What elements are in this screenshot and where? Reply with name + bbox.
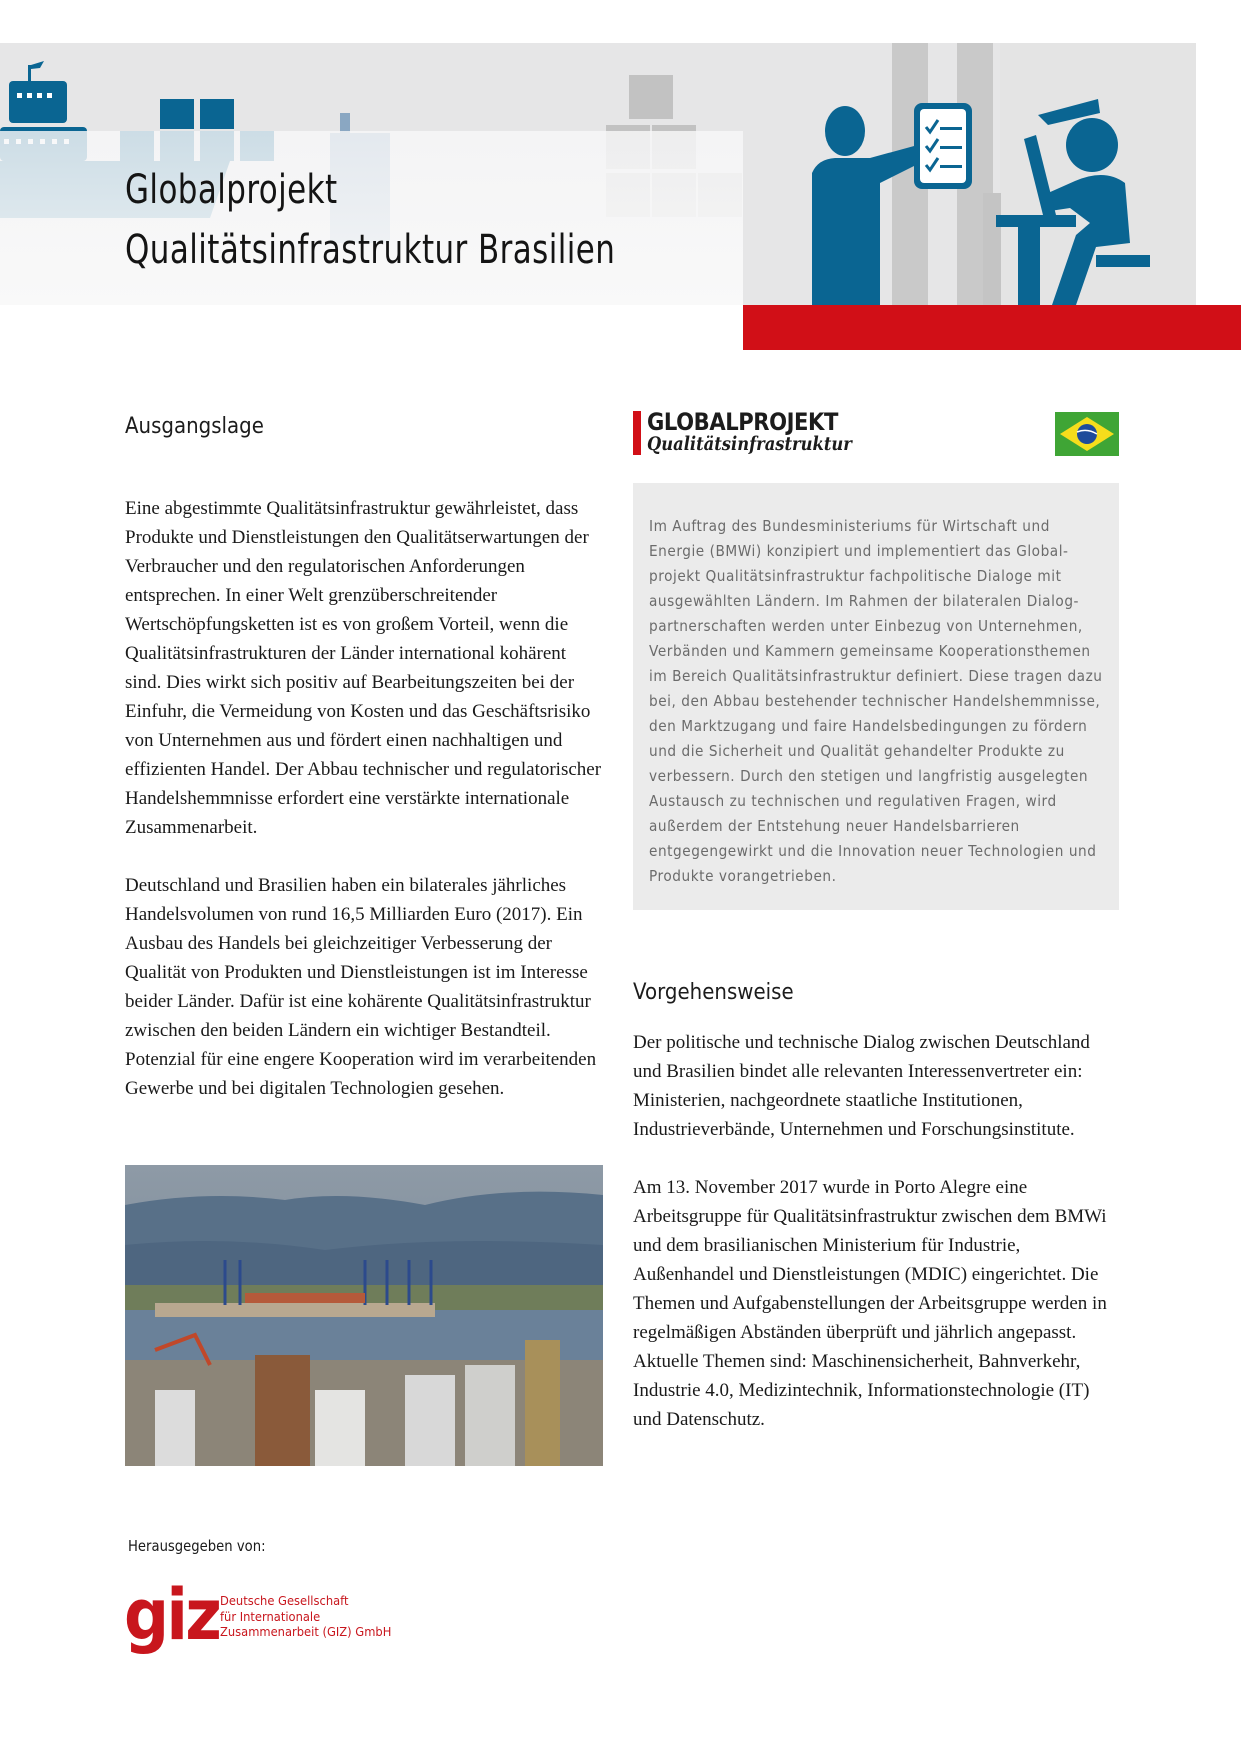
brazil-flag-icon xyxy=(1055,412,1119,456)
vorgehensweise-text xyxy=(633,1028,1119,1434)
giz-logo xyxy=(124,1574,406,1663)
header-banner xyxy=(0,43,1196,305)
logo-accent-bar xyxy=(633,411,641,455)
section-heading-vorgehensweise: Vorgehensweise xyxy=(633,980,794,1005)
giz-organization-name xyxy=(220,1593,391,1640)
port-city-image xyxy=(125,1165,603,1466)
left-column xyxy=(125,408,605,1103)
project-info-box xyxy=(633,483,1119,910)
project-description: Im Auftrag des Bundesministeriums für Wirtschaft und Energie (BMWi) konzipiert und implementiert das Globalprojekt Qualitätsinfrastruktur fachpolitische Dialoge mit ausgewählten Ländern. Im Rahmen der bilateralen Dialogpartnerschaften werden unter Einbezug von Unternehmen, Verbänden und Kammern gemeinsame Kooperationsthemen im Bereich Qualitätsinfrastruktur definiert. Diese tragen dazu bei, den Abbau bestehender technischer Handelshemmnisse, den Marktzugang und faire Handelsbedingungen zu fördern und die Sicherheit und Qualität gehandelter Produkte zu verbessern. Durch den stetigen und langfristig ausgelegten Austausch zu technischen und regulativen Fragen, wird außerdem der Entstehung neuer Handelsbarrieren entgegengewirkt und die Innovation neuer Technologien und Produkte vorangetrieben. xyxy=(649,517,1103,885)
page-title xyxy=(125,160,695,280)
title-line-2: Qualitätsinfrastruktur Brasilien xyxy=(125,227,616,273)
paragraph: Am 13. November 2017 wurde in Porto Alegre eine Arbeitsgruppe für Qualitätsinfrastruktur zwischen dem BMWi und dem brasilianischen Ministerium für Industrie, Außenhandel und Dienstleistungen (MDIC) eingerichtet. Die Themen und Aufgabenstellungen der Arbeitsgruppe werden in regelmäßigen Abständen überprüft und jährlich angepasst. Aktuelle Themen sind: Maschinensicherheit, Bahnverkehr, Industrie 4.0, Medizintechnik, Informationstechnologie (IT) und Datenschutz. xyxy=(633,1177,1107,1430)
title-line-1: Globalprojekt xyxy=(125,167,338,213)
accent-bar xyxy=(743,305,1241,350)
paragraph: Deutschland und Brasilien haben ein bilaterales jährliches Handelsvolumen von rund 16,5 Milliarden Euro (2017). Ein Ausbau des Handels bei gleichzeitiger Verbesserung der Qualität von Produkten und Dienstleistungen ist im Interesse beider Länder. Dafür ist eine kohärente Qualitätsinfrastruktur zwischen den beiden Ländern ein wichtiger Bestandteil. Potenzial für eine engere Kooperation wird im verarbeitenden Gewerbe und bei digitalen Technologien gesehen. xyxy=(125,875,597,1099)
paragraph: Eine abgestimmte Qualitätsinfrastruktur gewährleistet, dass Produkte und Dienstleistungen den Qualitätserwartungen der Verbraucher und den regulatorischen Anforderungen entsprechen. In einer Welt grenzüberschreitender Wertschöpfungsketten ist es von großem Vorteil, wenn die Qualitätsinfrastrukturen der Länder international kohärent sind. Dies wirkt sich positiv auf Bearbeitungszeiten bei der Einfuhr, die Vermeidung von Kosten und das Geschäftsrisiko von Unternehmen aus und fördert einen nachhaltigen und effizienten Handel. Der Abbau technischer und regulatorischer Handelshemmnisse erfordert eine verstärkte internationale Zusammenarbeit. xyxy=(125,498,602,838)
port-city-photo xyxy=(125,1165,603,1466)
globalprojekt-logo xyxy=(633,410,885,456)
ausgangslage-text xyxy=(125,494,605,1103)
logo-line-2: Qualitätsinfrastruktur xyxy=(647,433,852,455)
section-heading-ausgangslage: Ausgangslage xyxy=(125,414,264,439)
giz-name-line: für Internationale xyxy=(220,1608,321,1624)
giz-wordmark: giz xyxy=(124,1574,220,1656)
published-by-label: Herausgegeben von: xyxy=(128,1537,266,1555)
logo-line-1: GLOBALPROJEKT xyxy=(647,408,838,436)
giz-name-line: Deutsche Gesellschaft xyxy=(220,1593,349,1608)
building-column-shape xyxy=(983,193,1001,305)
paragraph: Der politische und technische Dialog zwischen Deutschland und Brasilien bindet alle relevanten Interessenvertreter ein: Ministerien, nachgeordnete staatliche Institutionen, Industrieverbände, Unternehmen und Forschungsinstitute. xyxy=(633,1032,1090,1140)
giz-name-line: Zusammenarbeit (GIZ) GmbH xyxy=(220,1624,392,1639)
